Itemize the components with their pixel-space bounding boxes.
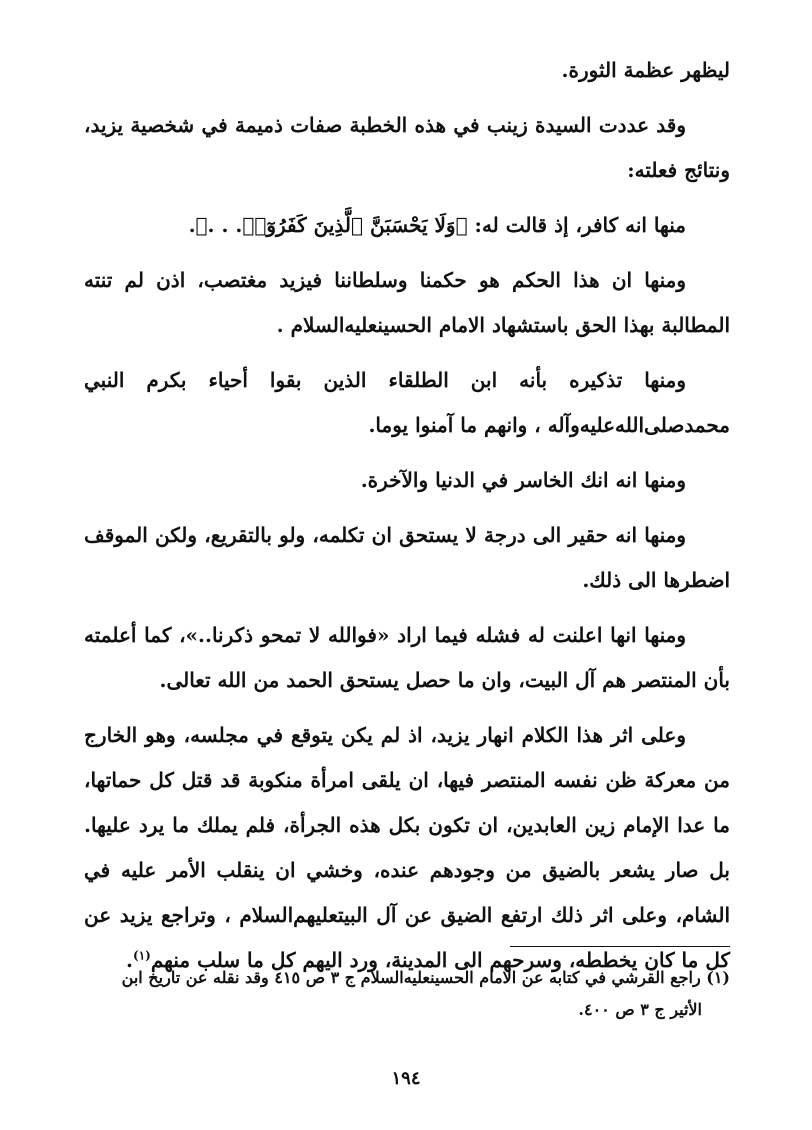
paragraph-9-text: وعلى اثر هذا الكلام انهار يزيد، اذ لم يكن يتوقع في مجلسه، وهو الخارج من معركة ظن نفسه المنتصر فيها، ان يلقى امرأة منكوبة قد قتل كل حماتها، ما عدا الإمام زين العابدين، ان تكون بكل هذه الجرأة، فلم يملك ما يرد عليها. بل صار يشعر بالضيق من وجودهم عنده، وخشي ان ينقلب الأمر عليه في الشام، وعلى اثر ذلك ارتفع الضيق عن آل البيتعليهم‌السلام ، وتراجع يزيد عن كل ما كان يخططه، وسرحهم الى المدينة، ورد اليهم كل ما سلب منهم [84,723,730,972]
paragraph-9 [84,713,730,983]
footnote-reference: (١) [133,948,151,963]
page-number: ١٩٤ [391,1068,421,1089]
footnote-divider [510,946,730,947]
paragraph-3: منها انه كافر، إذ قالت له: ﴿وَلَا يَحْسَبَنَّ ٱلَّذِينَ كَفَرُوٓا۟. . .﴾. [188,213,686,237]
paragraph-1: ليظهر عظمة الثورة. [561,58,730,82]
paragraph-7: ومنها انه حقير الى درجة لا يستحق ان تكلمه، ولو بالتقريع، ولكن الموقف اضطرها الى ذلك. [84,523,730,592]
paragraph-9-period: . [126,948,133,972]
paragraph-4: ومنها ان هذا الحكم هو حكمنا وسلطاننا فيزيد مغتصب، اذن لم تنته المطالبة بهذا الحق باستشهاد الامام الحسينعليه‌السلام . [84,268,730,337]
paragraph-5: ومنها تذكيره بأنه ابن الطلقاء الذين بقوا أحياء بكرم النبي محمدصلى‌الله‌عليه‌وآله ، وانهم ما آمنوا يوما. [84,368,730,437]
footnote-line-1: (١) راجع القرشي في كتابه عن الامام الحسينعليه‌السلام ج ٣ ص ٤١٥ وقد نقله عن تاريخ ابن [121,968,730,987]
page-body [84,48,730,993]
paragraph-8: ومنها انها اعلنت له فشله فيما اراد «فوالله لا تمحو ذكرنا..»، كما أعلمته بأن المنتصر هم آل البيت، وان ما حصل يستحق الحمد من الله تعالى. [84,623,730,692]
paragraph-6: ومنها انه انك الخاسر في الدنيا والآخرة. [360,468,686,492]
paragraph-2: وقد عددت السيدة زينب في هذه الخطبة صفات ذميمة في شخصية يزيد، ونتائج فعلته: [84,113,730,182]
footnote [84,962,730,1026]
footnote-line-2: الأثير ج ٣ ص ٤٠٠. [578,1000,702,1019]
